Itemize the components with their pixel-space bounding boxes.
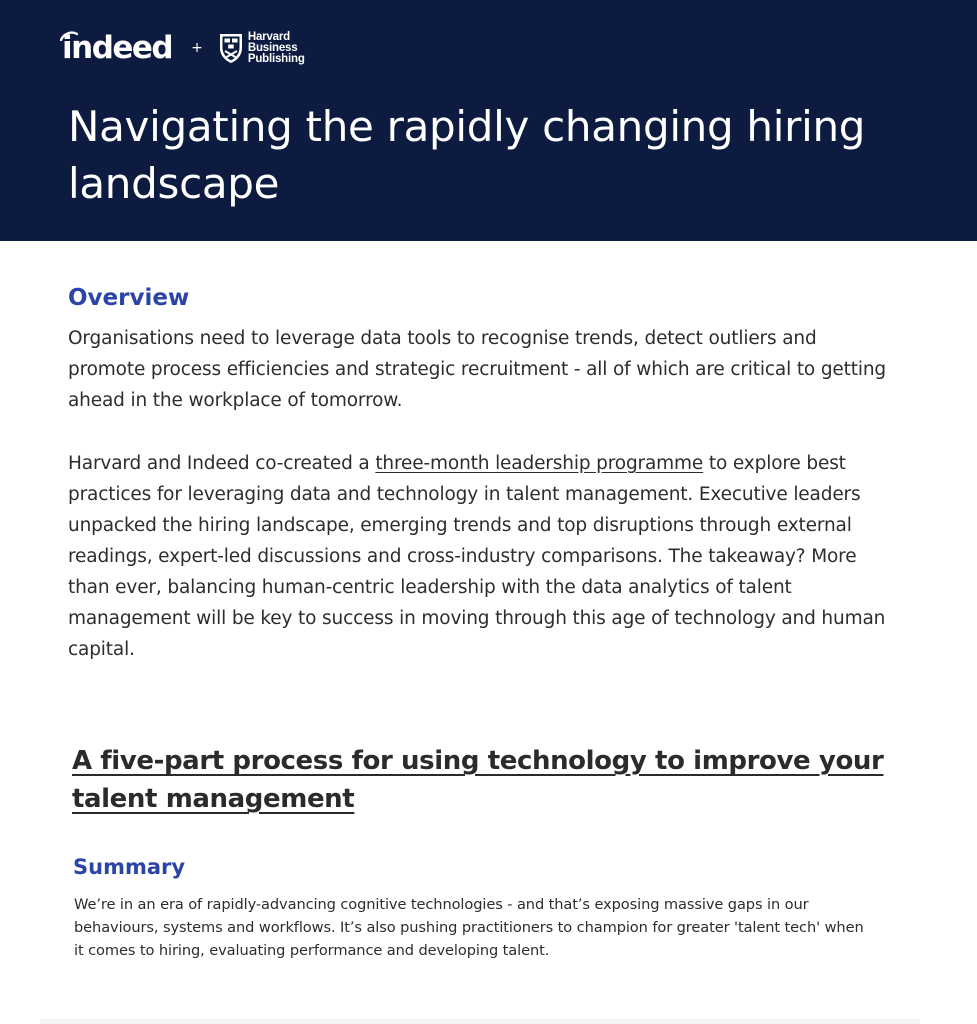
brand-row [62,30,305,66]
indeed-logo[interactable] [62,30,172,66]
summary-paragraph: We’re in an era of rapidly-advancing cognitive technologies - and that’s exposing massive gaps in our behaviours, systems and workflows. It’s also pushing practitioners to champion for greater 'talent tech' when it comes to hiring, evaluating performance and developing talent. [74,896,864,959]
summary-heading: Summary [73,855,186,879]
page-title: Navigating the rapidly changing hiring landscape [68,102,866,208]
indeed-arc-icon [60,31,78,41]
indeed-logo-text: indeed [62,30,173,66]
paragraph-2-rest: to explore best practices for leveraging data and technology in talent management. Executive leaders unpacked the hiring landscape, emerging trends and top disruptions through external readings, expert-led discussions and cross-industry comparisons. The takeaway? More than ever, balancing human-centric leadership with the data analytics of talent management will be key to success in moving through this age of technology and human capital. [68,453,886,660]
overview-paragraph-2 [68,448,898,665]
overview-paragraph-1: Organisations need to leverage data tools to recognise trends, detect outliers and promote process efficiencies and strategic recruitment - all of which are critical to getting ahead in the workplace of tomorrow. [68,328,887,411]
paragraph-2-lead: Harvard and Indeed co-created a [68,453,376,474]
hbp-line-1: Harvard [247,30,290,43]
bottom-divider [40,1019,920,1024]
hero-header [0,0,977,241]
hbp-line-3: Publishing [247,52,305,65]
hbp-logo[interactable] [218,32,305,65]
hbp-logo-text [248,32,305,65]
process-heading-link[interactable]: A five-part process for using technology to improve your talent management [72,746,884,814]
leadership-programme-link[interactable]: three-month leadership programme [375,453,704,474]
overview-heading: Overview [68,285,190,311]
plus-sign: + [191,40,203,56]
hbp-shield-icon [218,32,244,64]
hbp-line-2: Business [247,41,298,54]
